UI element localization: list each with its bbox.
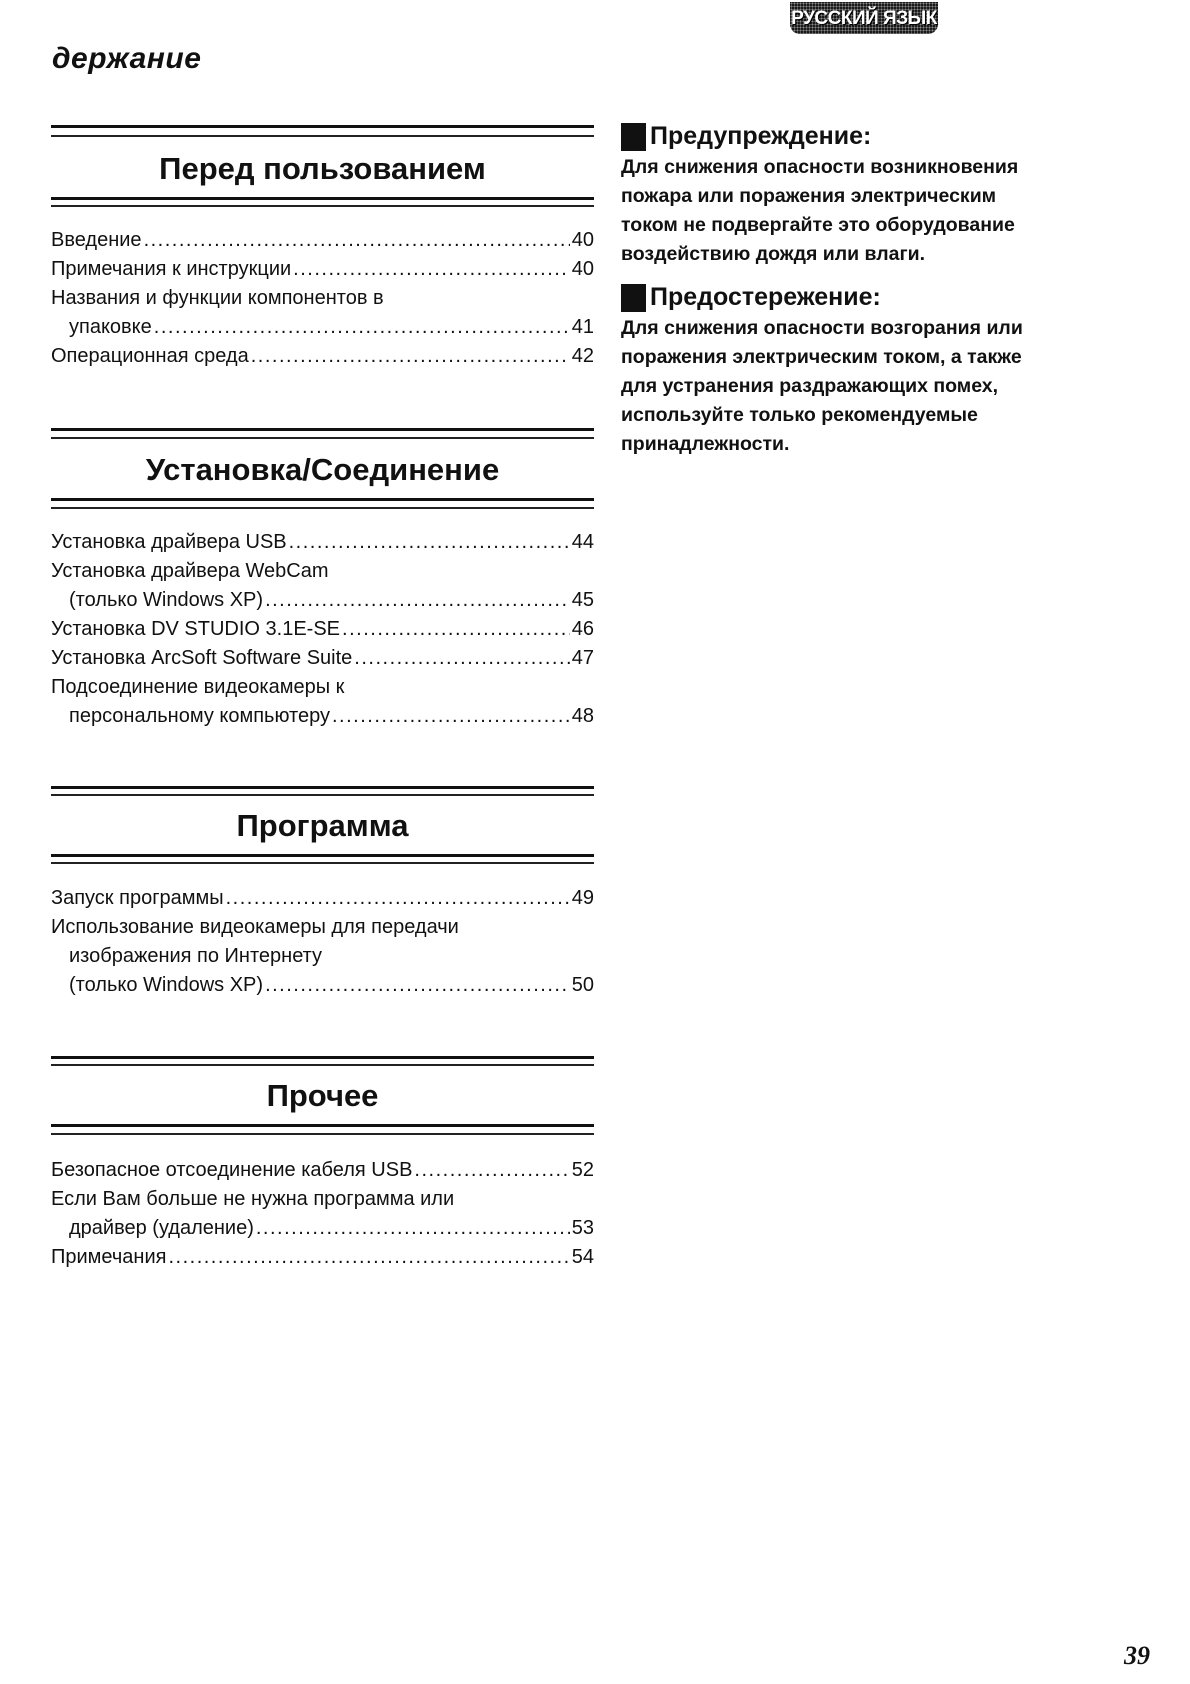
toc-entry-title: изображения по Интернету <box>69 945 323 967</box>
leader-dots <box>265 971 570 1000</box>
warning-title <box>621 122 1161 151</box>
page-number: 39 <box>1124 1641 1150 1670</box>
toc-entry-page: 46 <box>571 618 594 640</box>
divider <box>51 197 594 200</box>
toc-entry-continuation[interactable] <box>51 313 594 342</box>
toc-entry-page: 40 <box>571 258 594 280</box>
divider <box>51 862 594 864</box>
toc-entry[interactable] <box>51 913 594 942</box>
toc-entry-title: Введение <box>51 229 142 251</box>
toc-entry-title: Названия и функции компонентов в <box>51 287 384 309</box>
section-entries-installation <box>51 528 594 731</box>
toc-entry-page: 48 <box>571 705 594 727</box>
divider <box>51 854 594 857</box>
toc-entry[interactable] <box>51 226 594 255</box>
toc-entry-title: Установка ArcSoft Software Suite <box>51 647 353 669</box>
toc-entry-continuation[interactable] <box>51 1214 594 1243</box>
toc-entry-title: Установка драйвера USB <box>51 531 287 553</box>
toc-entry-title: Безопасное отсоединение кабеля USB <box>51 1159 413 1181</box>
divider <box>51 507 594 509</box>
section-entries-before-use <box>51 226 594 371</box>
toc-entry-continuation[interactable] <box>51 586 594 615</box>
section-title: Программа <box>236 808 409 843</box>
leader-dots <box>289 528 570 557</box>
toc-entry[interactable] <box>51 1185 594 1214</box>
leader-dots <box>226 884 570 913</box>
toc-entry-title: Использование видеокамеры для передачи <box>51 916 459 938</box>
leader-dots <box>154 313 570 342</box>
divider <box>51 1133 594 1135</box>
warning-line: пожара или поражения электрическим <box>621 185 997 207</box>
toc-entry[interactable] <box>51 1243 594 1272</box>
leader-dots <box>251 342 570 371</box>
divider <box>51 428 594 431</box>
toc-entry[interactable] <box>51 284 594 313</box>
leader-dots <box>256 1214 570 1243</box>
toc-entry[interactable] <box>51 255 594 284</box>
divider <box>51 205 594 207</box>
caution-line: принадлежности. <box>621 433 790 455</box>
section-title: Перед пользованием <box>159 151 486 186</box>
warning-notice <box>621 122 1161 269</box>
warning-line: током не подвергайте это оборудование <box>621 214 1015 236</box>
toc-entry-page: 40 <box>571 229 594 251</box>
leader-dots <box>342 615 570 644</box>
toc-entry-page: 41 <box>571 316 594 338</box>
warning-body <box>621 153 1161 269</box>
square-bullet-icon <box>621 123 646 151</box>
toc-entry[interactable] <box>51 615 594 644</box>
toc-entry-page: 44 <box>571 531 594 553</box>
toc-entry-continuation[interactable] <box>51 942 594 971</box>
toc-entry-title: (только Windows XP) <box>69 974 264 996</box>
caution-line: поражения электрическим током, а также <box>621 346 1022 368</box>
toc-entry[interactable] <box>51 342 594 371</box>
caution-notice <box>621 283 1161 459</box>
toc-entry-page: 53 <box>571 1217 594 1239</box>
leader-dots <box>168 1243 569 1272</box>
caution-line: Для снижения опасности возгорания или <box>621 317 1023 339</box>
toc-entry-title: Установка DV STUDIO 3.1E-SE <box>51 618 341 640</box>
leader-dots <box>354 644 569 673</box>
language-badge-label: РУССКИЙ ЯЗЫК <box>791 8 937 29</box>
toc-entry-title: Подсоединение видеокамеры к <box>51 676 345 698</box>
caution-title <box>621 283 1161 312</box>
toc-entry-title: Примечания <box>51 1246 167 1268</box>
section-entries-other <box>51 1156 594 1272</box>
leader-dots <box>265 586 570 615</box>
toc-entry-page: 52 <box>571 1159 594 1181</box>
divider <box>51 794 594 796</box>
divider <box>51 135 594 137</box>
toc-entry-title: Если Вам больше не нужна программа или <box>51 1188 455 1210</box>
divider <box>51 498 594 501</box>
toc-entry-page: 49 <box>571 887 594 909</box>
section-header-other <box>51 1056 594 1140</box>
toc-entry-page: 47 <box>571 647 594 669</box>
toc-entry-title: Установка драйвера WebCam <box>51 560 329 582</box>
toc-entry-title: (только Windows XP) <box>69 589 264 611</box>
toc-entry[interactable] <box>51 1156 594 1185</box>
caution-body <box>621 314 1161 459</box>
caution-line: для устранения раздражающих помех, <box>621 375 999 397</box>
divider <box>51 1064 594 1066</box>
toc-entry-page: 42 <box>571 345 594 367</box>
divider <box>51 786 594 789</box>
toc-entry-title: упаковке <box>69 316 152 338</box>
toc-entry[interactable] <box>51 884 594 913</box>
toc-entry-title: Запуск программы <box>51 887 224 909</box>
toc-entry-page: 50 <box>571 974 594 996</box>
toc-entry-continuation[interactable] <box>51 971 594 1000</box>
section-header-program <box>51 786 594 870</box>
toc-entry-page: 45 <box>571 589 594 611</box>
divider <box>51 125 594 128</box>
toc-entry-title: персональному компьютеру <box>69 705 330 727</box>
leader-dots <box>414 1156 569 1185</box>
toc-entry-title: Операционная среда <box>51 345 249 367</box>
toc-entry[interactable] <box>51 557 594 586</box>
section-entries-program <box>51 884 594 1000</box>
page-heading: держание <box>52 42 202 75</box>
toc-entry[interactable] <box>51 528 594 557</box>
toc-entry-continuation[interactable] <box>51 702 594 731</box>
divider <box>51 1056 594 1059</box>
leader-dots <box>144 226 570 255</box>
toc-entry-title: Примечания к инструкции <box>51 258 292 280</box>
toc-entry[interactable] <box>51 644 594 673</box>
section-header-installation <box>51 428 594 512</box>
warning-title-text: Предупреждение: <box>650 122 872 150</box>
language-badge <box>790 2 938 34</box>
caution-line: используйте только рекомендуемые <box>621 404 978 426</box>
toc-entry[interactable] <box>51 673 594 702</box>
section-title: Прочее <box>266 1078 379 1113</box>
section-title: Установка/Соединение <box>145 452 500 487</box>
divider <box>51 437 594 439</box>
square-bullet-icon <box>621 284 646 312</box>
section-header-before-use <box>51 125 594 209</box>
toc-entry-title: драйвер (удаление) <box>69 1217 254 1239</box>
warning-line: воздействию дождя или влаги. <box>621 243 926 265</box>
leader-dots <box>293 255 570 284</box>
toc-entry-page: 54 <box>571 1246 594 1268</box>
caution-title-text: Предостережение: <box>650 283 881 311</box>
warning-line: Для снижения опасности возникновения <box>621 156 1019 178</box>
divider <box>51 1124 594 1127</box>
leader-dots <box>332 702 570 731</box>
